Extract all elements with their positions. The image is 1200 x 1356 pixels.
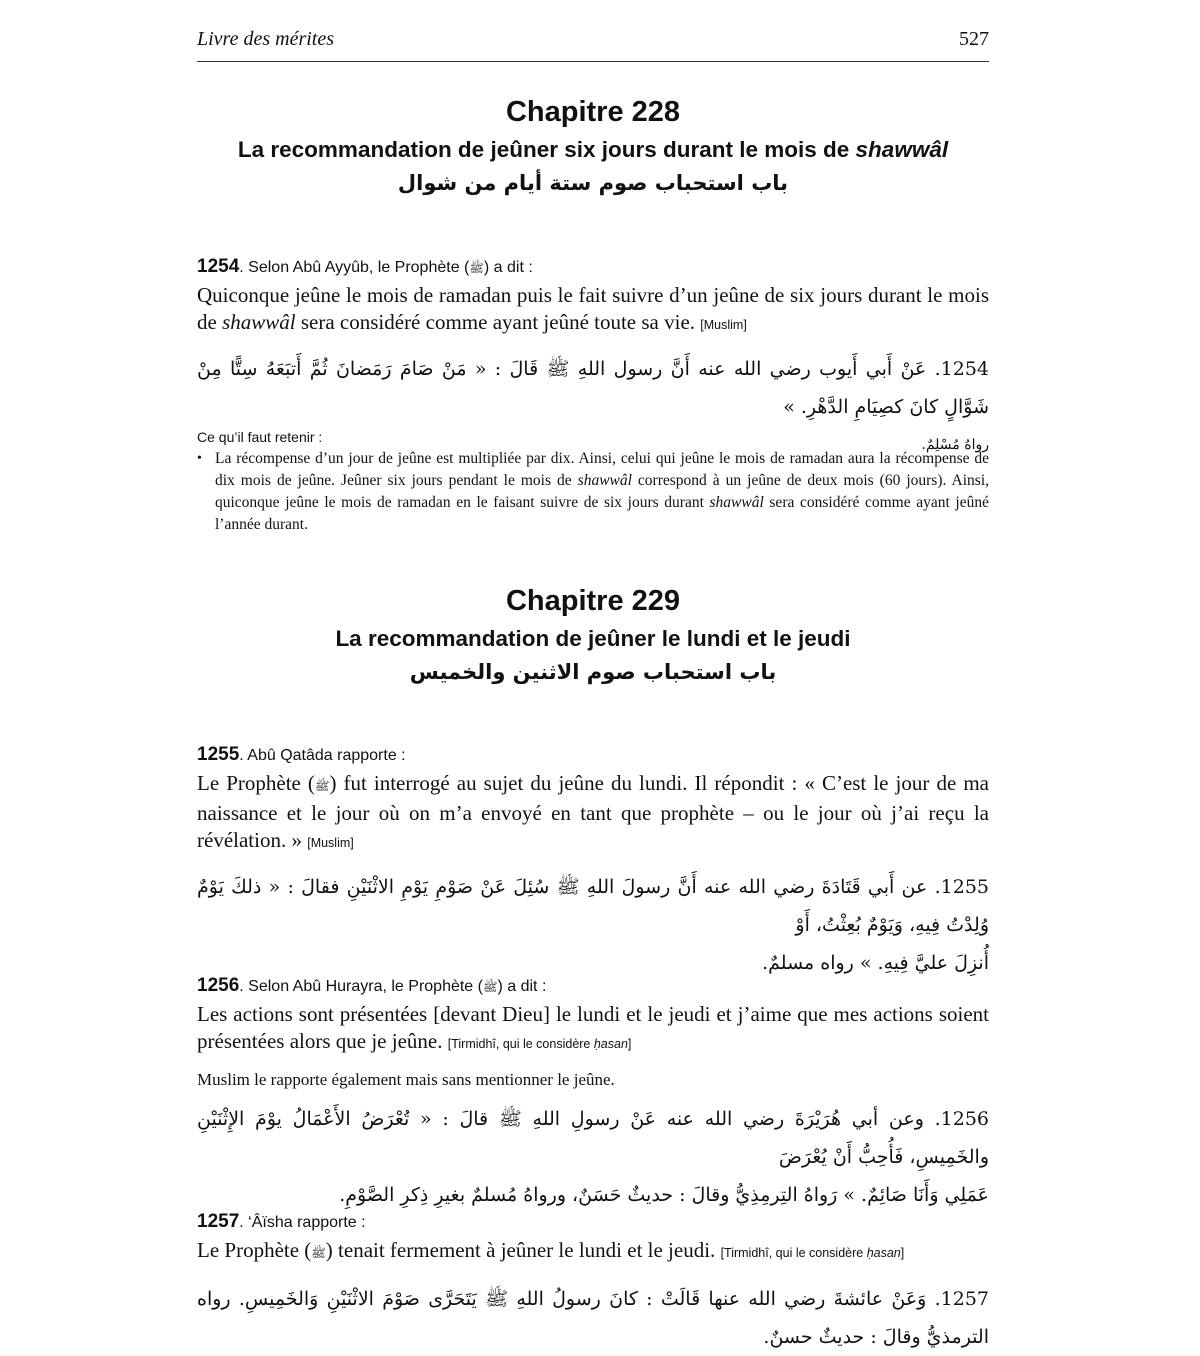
note-body	[197, 448, 989, 536]
source-italic: ḥasan	[866, 1246, 901, 1260]
arabic-line: 1255. عن أَبي قَتَادَةَ رضي الله عنه أَنَّ رسولَ اللهِ ﷺ سُئِلَ عَنْ صَوْمِ يَوْمِ الاثْنَيْنِ فقالَ : « ذلكَ يَوْمٌ وُلِدْتُ فِيهِ، وَيَوْمٌ بُعِثْتُ، أَوْ	[197, 876, 989, 936]
chapter-title: La recommandation de jeûner le lundi et le jeudi	[335, 626, 851, 651]
source-text: ]	[900, 1246, 905, 1260]
hadith-source	[721, 1246, 905, 1260]
note-text: La récompense d’un jour de jeûne est multipliée par dix. Ainsi, celui qui jeûne le mois de ramadan aura la récompense de dix mois de jeûne. Jeûner six jours pendant le mois de	[215, 450, 989, 489]
honorific-icon: ﷺ	[469, 261, 484, 275]
hadith-intro-text: ) a dit :	[483, 259, 533, 276]
chapter-number: Chapitre 229	[505, 585, 681, 617]
book-title: Livre des mérites	[197, 28, 335, 50]
hadith-1257-arabic	[197, 1280, 989, 1356]
header-rule	[197, 61, 989, 62]
arabic-line: 1254. عَنْ أَبي أَيوب رضي الله عنه أَنَّ رسول اللهِ ﷺ قَالَ : « مَنْ صَامَ رَمَضانَ ثُمَّ أَتبَعَهُ سِتًّا مِنْ شَوَّالٍ كانَ كصِيَامِ الدَّهْرِ. »	[197, 358, 989, 418]
note-italic: shawwâl	[577, 472, 632, 489]
hadith-1254-translation	[197, 282, 989, 339]
chapter-title-text: La recommandation de jeûner six jours durant le mois de	[237, 137, 856, 162]
hadith-1257-translation	[197, 1237, 989, 1267]
translation-text: ) fut interrogé au sujet du jeûne du lundi. Il répondit : « C’est le jour de ma naissance et le jour où on m’a envoyé en tant que prophète – ou le jour où j’ai reçu la révélation. »	[197, 771, 989, 852]
chapter-title-arabic: باب استحباب صوم الاثنين والخميس	[409, 660, 777, 684]
translation-text: ) tenait fermement à jeûner le lundi et le jeudi.	[325, 1238, 716, 1262]
honorific-icon: ﷺ	[482, 980, 498, 994]
translation-text: Le Prophète (	[197, 771, 315, 795]
page-number: 527	[959, 28, 989, 50]
running-head	[197, 28, 989, 60]
bullet-icon: •	[197, 451, 202, 466]
honorific-icon: ﷺ	[314, 779, 330, 793]
hadith-number: 1254	[197, 256, 240, 277]
hadith-intro-text: . Selon Abû Hurayra, le Prophète (	[239, 978, 483, 995]
source-italic: ḥasan	[593, 1037, 628, 1051]
hadith-1254-intro	[197, 256, 989, 279]
hadith-number: 1257	[197, 1211, 240, 1232]
hadith-1255-translation	[197, 770, 989, 857]
source-text: [Tirmidhî, qui le considère	[720, 1246, 867, 1260]
translation-text: sera considéré comme ayant jeûné toute sa vie.	[295, 310, 696, 334]
chapter-229-heading	[197, 583, 989, 689]
translation-text: Le Prophète (	[197, 1238, 312, 1262]
hadith-number: 1255	[197, 744, 240, 765]
chapter-title-arabic: باب استحباب صوم ستة أيام من شوال	[397, 171, 789, 195]
hadith-1255-arabic	[197, 868, 989, 982]
honorific-icon: ﷺ	[311, 1246, 326, 1260]
chapter-number: Chapitre 228	[505, 96, 681, 128]
translation-italic: shawwâl	[222, 310, 296, 334]
hadith-intro-text: . ‘Âïsha rapporte :	[239, 1214, 366, 1231]
hadith-number: 1256	[197, 975, 240, 996]
hadith-intro-text: ) a dit :	[497, 978, 547, 995]
hadith-1257-intro	[197, 1211, 989, 1234]
arabic-line: رواهُ مُسْلِمٌ.	[921, 437, 989, 453]
chapter-title	[197, 134, 989, 166]
note-text: sera considéré comme ayant jeûné l’année durant.	[215, 494, 989, 533]
hadith-1256-translation	[197, 1001, 989, 1058]
hadith-1255-intro	[197, 744, 989, 767]
source-text: ]	[627, 1037, 632, 1051]
hadith-1254-arabic	[197, 350, 989, 464]
arabic-line: 1257. وَعَنْ عائشةَ رضي الله عنها قَالَتْ : كانَ رسولُ اللهِ ﷺ يَتَحَرَّى صَوْمَ الاثْنَيْنِ وَالخَمِيسِ. رواه الترمذيُّ وقالَ : حديثٌ حسنٌ.	[197, 1288, 989, 1348]
chapter-228-heading	[197, 94, 989, 200]
translation-text: Quiconque jeûne le mois de ramadan puis le fait suivre d’un jeûne de six jours durant le mois de	[197, 283, 989, 334]
note-italic: shawwâl	[709, 494, 764, 511]
arabic-line: 1256. وعن أبي هُرَيْرَةَ رضي الله عنه عَنْ رسولِ اللهِ ﷺ قالَ : « تُعْرَضُ الأَعْمَالُ يوْمَ الإِثْنَيْنِ والخَمِيسِ، فَأُحِبُّ أَنْ يُعْرَضَ	[197, 1108, 989, 1168]
arabic-line: عَمَلِي وَأَنَا صَائِمٌ. » رَواهُ التِرمِذِيُّ وقالَ : حديثٌ حَسَنٌ، ورواهُ مُسلمٌ بغيرِ ذِكرِ الصَّوْمِ.	[339, 1184, 989, 1206]
note-heading: Ce qu’il faut retenir :	[197, 429, 323, 445]
chapter-title-italic: shawwâl	[855, 137, 949, 162]
hadith-intro-text: . Selon Abû Ayyûb, le Prophète (	[239, 259, 470, 276]
source-text: [Tirmidhî, qui le considère	[447, 1037, 594, 1051]
note-text: correspond à un jeûne de deux mois (60 jours). Ainsi, quiconque jeûne le mois de ramadan en le faisant suivre de six jours durant	[215, 472, 989, 511]
hadith-1256-arabic	[197, 1100, 989, 1214]
hadith-source	[448, 1037, 632, 1051]
hadith-1256-remark: Muslim le rapporte également mais sans mentionner le jeûne.	[197, 1070, 615, 1089]
hadith-intro-text: . Abû Qatâda rapporte :	[239, 747, 406, 764]
hadith-source: [Muslim]	[307, 836, 354, 850]
hadith-source: [Muslim]	[700, 318, 747, 332]
arabic-line: أُنزِلَ عليَّ فِيهِ. » رواه مسلمٌ.	[762, 952, 989, 974]
translation-text: Les actions sont présentées [devant Dieu] le lundi et le jeudi et j’aime que mes actions soient présentées alors que je jeûne.	[197, 1002, 989, 1053]
hadith-1256-intro	[197, 975, 989, 998]
